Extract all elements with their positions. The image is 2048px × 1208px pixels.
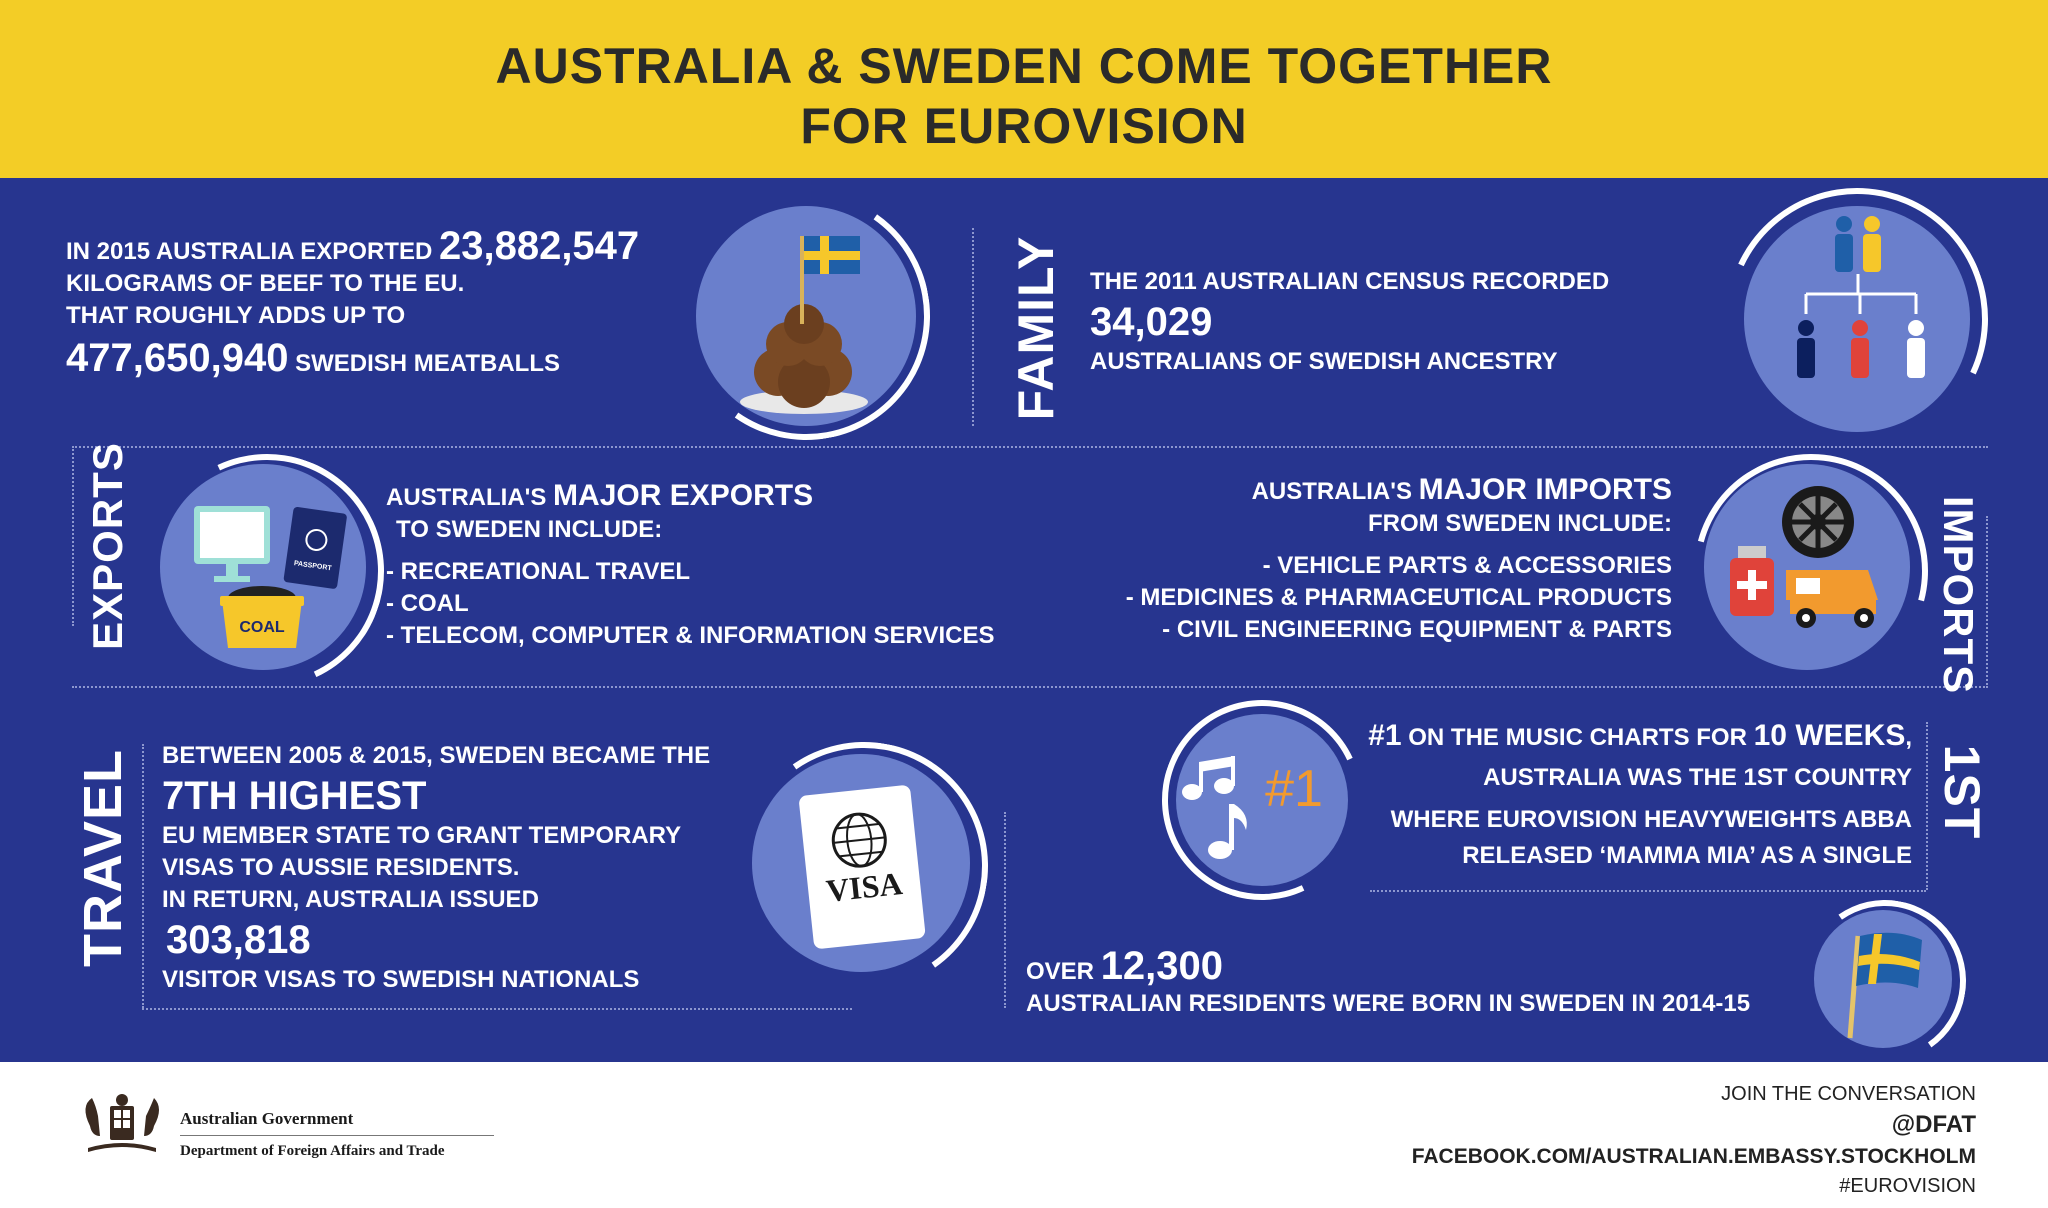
exports-item: - RECREATIONAL TRAVEL xyxy=(386,558,690,585)
coal-icon xyxy=(220,586,304,648)
sweden-flag-icon xyxy=(1810,906,1960,1056)
meatballs-suffix: SWEDISH MEATBALLS xyxy=(295,350,561,377)
travel-rank: 7TH HIGHEST xyxy=(162,774,427,818)
imports-heading-line2: FROM SWEDEN INCLUDE: xyxy=(1368,510,1672,537)
passport-icon xyxy=(283,506,347,589)
imports-list xyxy=(1040,550,1672,646)
beef-line3: THAT ROUGHLY ADDS UP TO xyxy=(66,302,406,329)
svg-text:#1: #1 xyxy=(1265,760,1323,818)
meatballs-number: 477,650,940 xyxy=(66,336,289,380)
department-name: Department of Foreign Affairs and Trade xyxy=(180,1143,445,1159)
computer-icon xyxy=(194,506,270,582)
first-line4: RELEASED ‘MAMMA MIA’ AS A SINGLE xyxy=(1462,842,1912,869)
coat-of-arms-icon xyxy=(70,1086,174,1166)
travel-label-text: TRAVEL xyxy=(73,749,133,967)
travel-line5: IN RETURN, AUSTRALIA ISSUED xyxy=(162,886,539,913)
imports-icons xyxy=(1700,460,1922,682)
meatball-badge xyxy=(686,196,926,436)
born-block xyxy=(1026,944,1806,1020)
imports-badge xyxy=(1700,460,1922,682)
first-label xyxy=(1930,712,1994,872)
social-block xyxy=(1300,1080,1976,1200)
exports-heading-big: MAJOR EXPORTS xyxy=(553,479,814,512)
beef-line1-prefix: IN 2015 AUSTRALIA EXPORTED xyxy=(66,238,433,265)
travel-number: 303,818 xyxy=(166,918,311,962)
divider-horizontal-1 xyxy=(72,446,1988,448)
born-number: 12,300 xyxy=(1100,944,1224,988)
government-rule xyxy=(180,1135,494,1136)
visa-passport-icon xyxy=(746,748,982,984)
title-line-2: FOR EUROVISION xyxy=(800,98,1248,154)
family-block xyxy=(1090,266,1650,378)
first-divider-bottom xyxy=(1370,890,1926,892)
divider-left-edge xyxy=(72,446,74,626)
beef-line2: KILOGRAMS OF BEEF TO THE EU. xyxy=(66,270,465,297)
wheel-icon xyxy=(1782,486,1854,558)
beef-kg-number: 23,882,547 xyxy=(438,224,640,268)
family-label-text: FAMILY xyxy=(1008,235,1064,421)
government-name: Australian Government xyxy=(180,1109,354,1128)
travel-line3: EU MEMBER STATE TO GRANT TEMPORARY xyxy=(162,822,682,849)
travel-line7: VISITOR VISAS TO SWEDISH NATIONALS xyxy=(162,966,640,993)
imports-label xyxy=(1926,495,1990,695)
travel-line1: BETWEEN 2005 & 2015, SWEDEN BECAME THE xyxy=(162,742,711,769)
divider-vertical-top xyxy=(972,228,974,426)
first-line2: AUSTRALIA WAS THE 1ST COUNTRY xyxy=(1483,764,1912,791)
svg-text:PASSPORT: PASSPORT xyxy=(293,560,333,573)
family-number: 34,029 xyxy=(1090,300,1213,344)
family-line3: AUSTRALIANS OF SWEDISH ANCESTRY xyxy=(1090,348,1558,375)
imports-heading-prefix: AUSTRALIA'S xyxy=(1251,478,1412,505)
first-line1-a: #1 xyxy=(1368,719,1402,752)
travel-label xyxy=(68,746,138,970)
divider-horizontal-2 xyxy=(72,686,1988,688)
first-line1-b: ON THE MUSIC CHARTS FOR xyxy=(1408,724,1747,751)
imports-item: - VEHICLE PARTS & ACCESSORIES xyxy=(1262,552,1672,579)
exports-badge xyxy=(156,460,378,682)
svg-text:VISA: VISA xyxy=(824,864,905,909)
family-tree-icon xyxy=(1732,194,1982,444)
title-line-1: AUSTRALIA & SWEDEN COME TOGETHER xyxy=(495,38,1553,94)
first-line3: WHERE EUROVISION HEAVYWEIGHTS ABBA xyxy=(1390,806,1912,833)
travel-divider-right xyxy=(1004,812,1006,1008)
exports-block xyxy=(386,480,1026,652)
svg-text:COAL: COAL xyxy=(239,619,285,636)
imports-label-text: IMPORTS xyxy=(1935,495,1982,695)
truck-icon xyxy=(1786,570,1878,628)
first-block xyxy=(1320,718,1912,874)
exports-item: - COAL xyxy=(386,590,469,617)
medicine-icon xyxy=(1730,546,1774,616)
first-label-text: 1ST xyxy=(1934,744,1990,840)
exports-label xyxy=(76,442,140,650)
born-line2: AUSTRALIAN RESIDENTS WERE BORN IN SWEDEN IN 2014-15 xyxy=(1026,990,1751,1017)
imports-block xyxy=(1040,474,1672,646)
exports-heading-line2: TO SWEDEN INCLUDE: xyxy=(396,516,663,543)
family-label xyxy=(1006,228,1066,428)
visa-badge xyxy=(746,748,982,984)
travel-divider-bottom xyxy=(142,1008,852,1010)
travel-block xyxy=(162,740,762,996)
family-badge xyxy=(1732,194,1982,444)
first-line1-d: , xyxy=(1905,724,1912,751)
exports-label-text: EXPORTS xyxy=(84,442,131,650)
flag-badge xyxy=(1810,906,1960,1056)
meatballs-flag-icon xyxy=(686,196,926,436)
exports-item: - TELECOM, COMPUTER & INFORMATION SERVICES xyxy=(386,622,995,649)
travel-line4: VISAS TO AUSSIE RESIDENTS. xyxy=(162,854,520,881)
imports-item: - MEDICINES & PHARMACEUTICAL PRODUCTS xyxy=(1125,584,1672,611)
born-prefix: OVER xyxy=(1026,958,1095,985)
join-conversation: JOIN THE CONVERSATION xyxy=(1721,1083,1976,1105)
beef-block xyxy=(66,224,706,380)
family-line1: THE 2011 AUSTRALIAN CENSUS RECORDED xyxy=(1090,268,1610,295)
imports-item: - CIVIL ENGINEERING EQUIPMENT & PARTS xyxy=(1162,616,1672,643)
travel-divider-left xyxy=(142,744,144,1008)
exports-list xyxy=(386,556,1026,652)
page-title xyxy=(0,36,2048,156)
facebook-link[interactable]: FACEBOOK.COM/AUSTRALIAN.EMBASSY.STOCKHOLM xyxy=(1411,1145,1976,1168)
first-divider-right xyxy=(1926,722,1928,890)
hashtag[interactable]: #EUROVISION xyxy=(1839,1175,1976,1197)
exports-heading-prefix: AUSTRALIA'S xyxy=(386,484,547,511)
exports-icons xyxy=(156,460,378,682)
twitter-handle[interactable]: @DFAT xyxy=(1891,1111,1976,1138)
first-line1-c: 10 WEEKS xyxy=(1753,719,1906,752)
imports-heading-big: MAJOR IMPORTS xyxy=(1418,473,1672,506)
